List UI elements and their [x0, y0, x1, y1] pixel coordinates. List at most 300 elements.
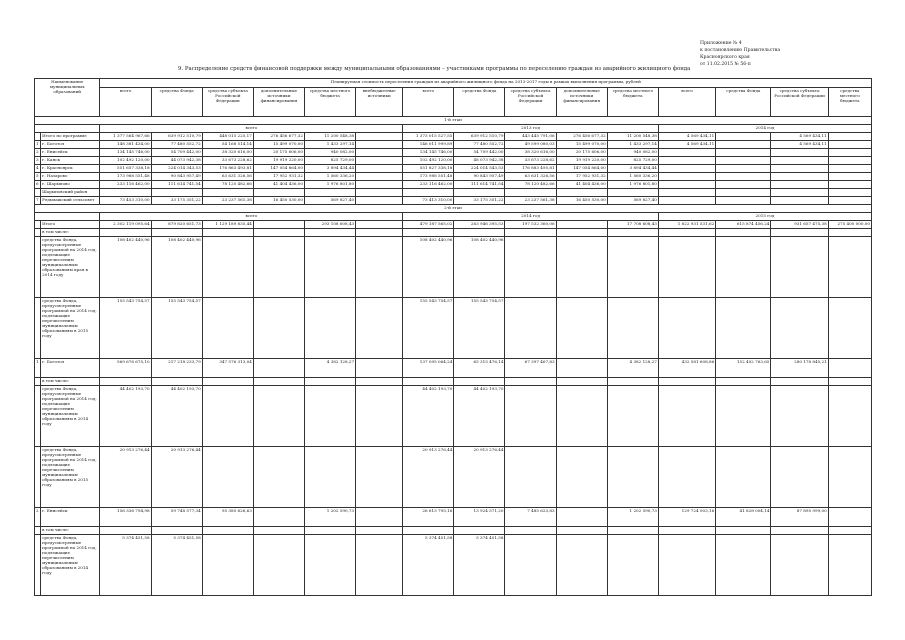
header-subcolumn: средства местного бюджета [828, 88, 871, 117]
value-cell [607, 535, 658, 596]
value-cell [828, 165, 871, 173]
header-subcolumn: средства Фонда [716, 88, 771, 117]
value-cell: 7 485 623,83 [505, 508, 556, 527]
value-cell: 639 912 510,79 [454, 133, 505, 141]
value-cell: 615 874 456,24 [716, 221, 771, 229]
value-cell [658, 298, 715, 359]
value-cell [716, 197, 771, 205]
value-cell [556, 359, 607, 378]
row-name: в том числе: [41, 229, 100, 237]
value-cell: 5 374 451,58 [151, 535, 202, 596]
value-cell [658, 173, 715, 181]
value-cell [716, 237, 771, 298]
value-cell: 1 202 590,73 [305, 508, 356, 527]
value-cell: 5 374 451,58 [100, 535, 151, 596]
value-cell: 155 543 754,57 [100, 298, 151, 359]
value-cell [305, 527, 356, 535]
value-cell [253, 378, 304, 386]
year-header: 2014 год [403, 213, 659, 221]
value-cell [771, 181, 828, 189]
value-cell [253, 189, 304, 197]
value-cell: 443 445 791,06 [505, 133, 556, 141]
value-cell: 38 320 616,00 [202, 149, 253, 157]
value-cell: 78 120 482,66 [202, 181, 253, 189]
table-row [35, 535, 872, 596]
row-number: 5 [35, 173, 41, 181]
value-cell: 1 822 931 531,62 [658, 221, 715, 229]
value-cell [202, 189, 253, 197]
value-cell [716, 189, 771, 197]
header-subcolumn: всего [403, 88, 454, 117]
table-row [35, 149, 872, 157]
value-cell: 17 952 931,32 [253, 173, 304, 181]
value-cell: 77 480 552,72 [454, 141, 505, 149]
value-cell [658, 165, 715, 173]
value-cell: 1 129 189 835,44 [202, 221, 253, 229]
value-cell: 147 054 864,00 [556, 165, 607, 173]
value-cell [305, 386, 356, 447]
value-cell [356, 447, 403, 508]
value-cell [356, 508, 403, 527]
value-cell [356, 197, 403, 205]
value-cell: 87 895 999,00 [771, 508, 828, 527]
value-cell [253, 237, 304, 298]
year-header: 2013 год [403, 125, 659, 133]
value-cell [100, 229, 151, 237]
value-cell [253, 535, 304, 596]
header-subcolumn: средства местного бюджета [305, 88, 356, 117]
value-cell: 17 952 931,32 [556, 173, 607, 181]
value-cell: 347 576 313,04 [202, 359, 253, 378]
row-name: Итого [41, 221, 100, 229]
value-cell: 4 569 434,11 [771, 141, 828, 149]
value-cell: 1 560 336,20 [305, 173, 356, 181]
value-cell: 1 433 297,14 [607, 141, 658, 149]
value-cell [828, 508, 871, 527]
value-cell [505, 378, 556, 386]
value-cell [151, 229, 202, 237]
value-cell [202, 237, 253, 298]
value-cell [100, 378, 151, 386]
value-cell [356, 535, 403, 596]
row-name: средства Фонда, предусмотренные программой на 2014 год, подлежащие перечислению муниципальным образованиям в 2015 году [41, 298, 100, 359]
value-cell [505, 386, 556, 447]
value-cell [305, 237, 356, 298]
header-subcolumn: дополнительные источники финансирования [556, 88, 607, 117]
value-cell [771, 149, 828, 157]
value-cell: 102 492 120,00 [403, 157, 454, 165]
value-cell: 38 320 616,00 [505, 149, 556, 157]
value-cell [556, 221, 607, 229]
value-cell: 54 168 514,14 [202, 141, 253, 149]
value-cell: 217 218 233,79 [151, 359, 202, 378]
value-cell [771, 197, 828, 205]
row-name: Шарыповский район [41, 189, 100, 197]
value-cell: 13 924 571,20 [454, 508, 505, 527]
value-cell [771, 535, 828, 596]
value-cell [556, 535, 607, 596]
year-header: 2014 год [658, 125, 871, 133]
value-cell: 41 404 436,00 [556, 181, 607, 189]
value-cell: 155 543 754,57 [403, 298, 454, 359]
value-cell [716, 229, 771, 237]
value-cell [607, 378, 658, 386]
value-cell [658, 386, 715, 447]
value-cell: 155 543 754,57 [454, 298, 505, 359]
value-cell [202, 535, 253, 596]
row-number: 4 [35, 165, 41, 173]
value-cell: 176 863 493,81 [202, 165, 253, 173]
value-cell: 26 613 795,16 [403, 508, 454, 527]
stage-label: 2-й этап [35, 205, 872, 213]
value-cell: 197 532 360,06 [505, 221, 556, 229]
value-cell: 276 456 677,32 [556, 133, 607, 141]
value-cell: 879 820 651,73 [151, 221, 202, 229]
value-cell [828, 197, 871, 205]
value-cell [658, 378, 715, 386]
value-cell: 551 657 338,18 [100, 165, 151, 173]
value-cell [828, 237, 871, 298]
value-cell: 2 302 119 095,64 [100, 221, 151, 229]
value-cell [202, 386, 253, 447]
value-cell [828, 359, 871, 378]
value-cell: 20 175 606,00 [253, 149, 304, 157]
value-cell [356, 149, 403, 157]
value-cell: 224 014 543,53 [454, 165, 505, 173]
header-subcolumn: внебюджетные источники [356, 88, 403, 117]
value-cell [505, 298, 556, 359]
value-cell [356, 157, 403, 165]
row-name: в том числе: [41, 378, 100, 386]
value-cell: 78 120 482,66 [505, 181, 556, 189]
value-cell [253, 508, 304, 527]
value-cell: 65 315 476,14 [454, 359, 505, 378]
table-row [35, 189, 872, 197]
value-cell: 4 382 128,27 [607, 359, 658, 378]
value-cell: 4 569 434,11 [658, 133, 715, 141]
row-name: г. Красноярск [41, 165, 100, 173]
document-title: 9. Распределение средств финансовой поддержки между муниципальными образованиями – участниками программы по переселению граждан из аварийного жилищного фонда [178, 66, 691, 72]
value-cell [771, 527, 828, 535]
value-cell [505, 237, 556, 298]
value-cell [658, 535, 715, 596]
value-cell: 20 913 276,44 [151, 447, 202, 508]
value-cell [716, 378, 771, 386]
value-cell: 19 919 220,00 [556, 157, 607, 165]
note-line: Приложение № 4 [700, 41, 742, 46]
value-cell [556, 386, 607, 447]
value-cell [202, 298, 253, 359]
year-header: 2015 год [658, 213, 871, 221]
value-cell [356, 189, 403, 197]
note-line: от 11.02.2015 № 56-п [700, 62, 751, 67]
value-cell: 15 499 070,00 [253, 141, 304, 149]
value-cell [356, 165, 403, 173]
row-number: 7 [35, 197, 41, 205]
value-cell [828, 386, 871, 447]
table-row [35, 359, 872, 378]
value-cell [658, 229, 715, 237]
value-cell [771, 229, 828, 237]
table-row [35, 237, 872, 298]
value-cell [771, 189, 828, 197]
appendix-note [700, 40, 880, 68]
row-number: 1 [35, 141, 41, 149]
row-name: г. Назарово [41, 173, 100, 181]
row-number: 3 [35, 157, 41, 165]
value-cell [556, 189, 607, 197]
value-cell [658, 447, 715, 508]
value-cell [716, 447, 771, 508]
value-cell [556, 378, 607, 386]
table-row [35, 386, 872, 447]
value-cell: 4 382 128,27 [305, 359, 356, 378]
value-cell: 54 709 442,00 [454, 149, 505, 157]
value-cell: 940 082,00 [607, 149, 658, 157]
value-cell [305, 229, 356, 237]
value-cell [356, 141, 403, 149]
value-cell [828, 229, 871, 237]
value-cell [607, 229, 658, 237]
table-row [35, 447, 872, 508]
table-row [35, 157, 872, 165]
year-header [35, 125, 100, 133]
value-cell: 293 108 608,43 [305, 221, 356, 229]
value-cell: 551 827 338,18 [403, 165, 454, 173]
value-cell [305, 447, 356, 508]
value-cell: 569 827,40 [607, 197, 658, 205]
value-cell [151, 527, 202, 535]
row-name: г. Енисейск [41, 149, 100, 157]
value-cell: 940 082,00 [305, 149, 356, 157]
table-row [35, 221, 872, 229]
value-cell [505, 229, 556, 237]
value-cell: 63 631 326,56 [505, 173, 556, 181]
value-cell: 825 729,00 [607, 157, 658, 165]
value-cell: 4 569 434,11 [771, 133, 828, 141]
value-cell: 111 614 741,54 [454, 181, 505, 189]
row-name: г. Боготол [41, 141, 100, 149]
value-cell: 20 175 606,00 [556, 149, 607, 157]
row-name: г. Шарыпово [41, 181, 100, 189]
value-cell [607, 298, 658, 359]
value-cell: 44 402 193,70 [100, 386, 151, 447]
value-cell [716, 535, 771, 596]
value-cell [828, 173, 871, 181]
value-cell [658, 157, 715, 165]
value-cell: 20 913 276,44 [403, 447, 454, 508]
value-cell: 263 946 395,53 [454, 221, 505, 229]
value-cell: 3 894 434,44 [607, 165, 658, 173]
value-cell [100, 527, 151, 535]
value-cell [100, 189, 151, 197]
year-header: всего [100, 125, 403, 133]
value-cell: 108 402 440,96 [151, 237, 202, 298]
header-subcolumn: всего [658, 88, 715, 117]
value-cell: 155 543 754,57 [151, 298, 202, 359]
row-number: 1 [35, 359, 41, 378]
value-cell: 233 116 462,00 [100, 181, 151, 189]
value-cell: 41 404 436,00 [253, 181, 304, 189]
value-cell [658, 149, 715, 157]
value-cell: 825 729,00 [305, 157, 356, 165]
value-cell: 134 145 746,00 [403, 149, 454, 157]
value-cell: 44 402 193,70 [151, 386, 202, 447]
value-cell [356, 359, 403, 378]
value-cell [253, 447, 304, 508]
value-cell [658, 181, 715, 189]
value-cell [305, 535, 356, 596]
year-header: всего [100, 213, 403, 221]
table-row [35, 298, 872, 359]
value-cell: 134 145 746,00 [100, 149, 151, 157]
value-cell [607, 237, 658, 298]
value-cell [253, 221, 304, 229]
value-cell [828, 378, 871, 386]
value-cell [356, 173, 403, 181]
value-cell [505, 447, 556, 508]
header-subcolumn: дополнительные источники финансирования [253, 88, 304, 117]
value-cell: 148 381 434,00 [100, 141, 151, 149]
row-name: средства Фонда, предусмотренные программой на 2014 год, подлежащие перечислению муниципальным образованиям края в 2014 году [41, 237, 100, 298]
value-cell: 33 673 228,62 [505, 157, 556, 165]
value-cell: 44 073 942,38 [151, 157, 202, 165]
value-cell [505, 527, 556, 535]
value-cell [828, 141, 871, 149]
value-cell [771, 378, 828, 386]
value-cell: 23 237 561,38 [505, 197, 556, 205]
value-cell [356, 133, 403, 141]
value-cell [556, 229, 607, 237]
value-cell: 146 011 999,89 [403, 141, 454, 149]
table-row [35, 229, 872, 237]
header-top-group: Планируемая стоимость переселения граждан из аварийного жилищного фонда на 2013-2017 годы в рамках выполнения программы, рублей [100, 79, 872, 88]
value-cell: 233 116 462,00 [403, 181, 454, 189]
value-cell [202, 229, 253, 237]
note-line: к постановлению Правительства [700, 48, 781, 53]
value-cell [253, 229, 304, 237]
table-row [35, 181, 872, 189]
value-cell: 479 187 565,02 [403, 221, 454, 229]
value-cell: 16 450 530,00 [556, 197, 607, 205]
value-cell: 1 377 564 967,66 [100, 133, 151, 141]
value-cell [253, 298, 304, 359]
value-cell [828, 298, 871, 359]
header-subcolumn: средства Фонда [151, 88, 202, 117]
value-cell [253, 527, 304, 535]
value-cell: 276 456 677,32 [253, 133, 304, 141]
header-subcolumn: средства Фонда [454, 88, 505, 117]
value-cell [505, 535, 556, 596]
value-cell [403, 189, 454, 197]
row-number: 6 [35, 181, 41, 189]
value-cell [556, 447, 607, 508]
header-subcolumn: средства субъекта Российской Федерации [202, 88, 253, 117]
value-cell [403, 229, 454, 237]
value-cell [556, 298, 607, 359]
value-cell [771, 157, 828, 165]
value-cell: 173 988 551,48 [100, 173, 151, 181]
value-cell [607, 527, 658, 535]
value-cell [607, 447, 658, 508]
value-cell: 108 402 440,96 [454, 237, 505, 298]
value-cell: 49 599 080,03 [505, 141, 556, 149]
value-cell [716, 133, 771, 141]
value-cell: 4 569 434,11 [658, 141, 715, 149]
table-row [35, 197, 872, 205]
value-cell [828, 181, 871, 189]
value-cell: 1 976 801,80 [607, 181, 658, 189]
value-cell [771, 237, 828, 298]
value-cell: 224 014 343,53 [151, 165, 202, 173]
value-cell [828, 189, 871, 197]
value-cell [716, 527, 771, 535]
table-row [35, 141, 872, 149]
value-cell [828, 447, 871, 508]
value-cell: 5 374 451,58 [454, 535, 505, 596]
table-row [35, 165, 872, 173]
value-cell [771, 173, 828, 181]
value-cell: 90 843 957,49 [151, 173, 202, 181]
value-cell [556, 508, 607, 527]
header-subcolumn: средства субъекта Российской Федерации [505, 88, 556, 117]
value-cell: 1 202 590,73 [607, 508, 658, 527]
value-cell [305, 378, 356, 386]
value-cell: 11 200 548,38 [607, 133, 658, 141]
value-cell: 156 336 794,98 [100, 508, 151, 527]
value-cell: 432 581 608,86 [658, 359, 715, 378]
table-row [35, 527, 872, 535]
value-cell: 639 912 510,79 [151, 133, 202, 141]
row-name: Итого по программе [41, 133, 100, 141]
value-cell: 108 402 440,96 [100, 237, 151, 298]
row-number: 2 [35, 508, 41, 527]
value-cell: 129 724 003,16 [658, 508, 715, 527]
row-name: г. Канск [41, 157, 100, 165]
table-row [35, 508, 872, 527]
value-cell [356, 378, 403, 386]
value-cell: 48 073 942,38 [454, 157, 505, 165]
row-name: средства Фонда, предусмотренные программой на 2014 год, подлежащие перечислению муниципальным образованиям в 2014 году [41, 386, 100, 447]
value-cell [403, 527, 454, 535]
value-cell: 19 919 220,00 [253, 157, 304, 165]
value-cell: 137 095 064,24 [403, 359, 454, 378]
value-cell: 569 827,40 [305, 197, 356, 205]
value-cell [658, 197, 715, 205]
value-cell [828, 133, 871, 141]
value-cell: 102 492 120,00 [100, 157, 151, 165]
value-cell [202, 378, 253, 386]
value-cell: 23 237 561,38 [202, 197, 253, 205]
value-cell: 95 385 626,63 [202, 508, 253, 527]
value-cell: 33 175 351,22 [151, 197, 202, 205]
value-cell [607, 189, 658, 197]
row-name: Редьмашский сельсовет [41, 197, 100, 205]
value-cell: 59 748 577,34 [151, 508, 202, 527]
value-cell: 44 402 193,70 [454, 386, 505, 447]
value-cell [658, 527, 715, 535]
year-header [35, 213, 100, 221]
value-cell [716, 386, 771, 447]
row-name: г. Боготол [41, 359, 100, 378]
value-cell: 77 480 552,72 [151, 141, 202, 149]
value-cell: 73 453 310,00 [100, 197, 151, 205]
value-cell: 67 397 467,83 [505, 359, 556, 378]
value-cell [356, 298, 403, 359]
value-cell [828, 527, 871, 535]
value-cell [454, 189, 505, 197]
stage-label: 1-й этап [35, 117, 872, 125]
